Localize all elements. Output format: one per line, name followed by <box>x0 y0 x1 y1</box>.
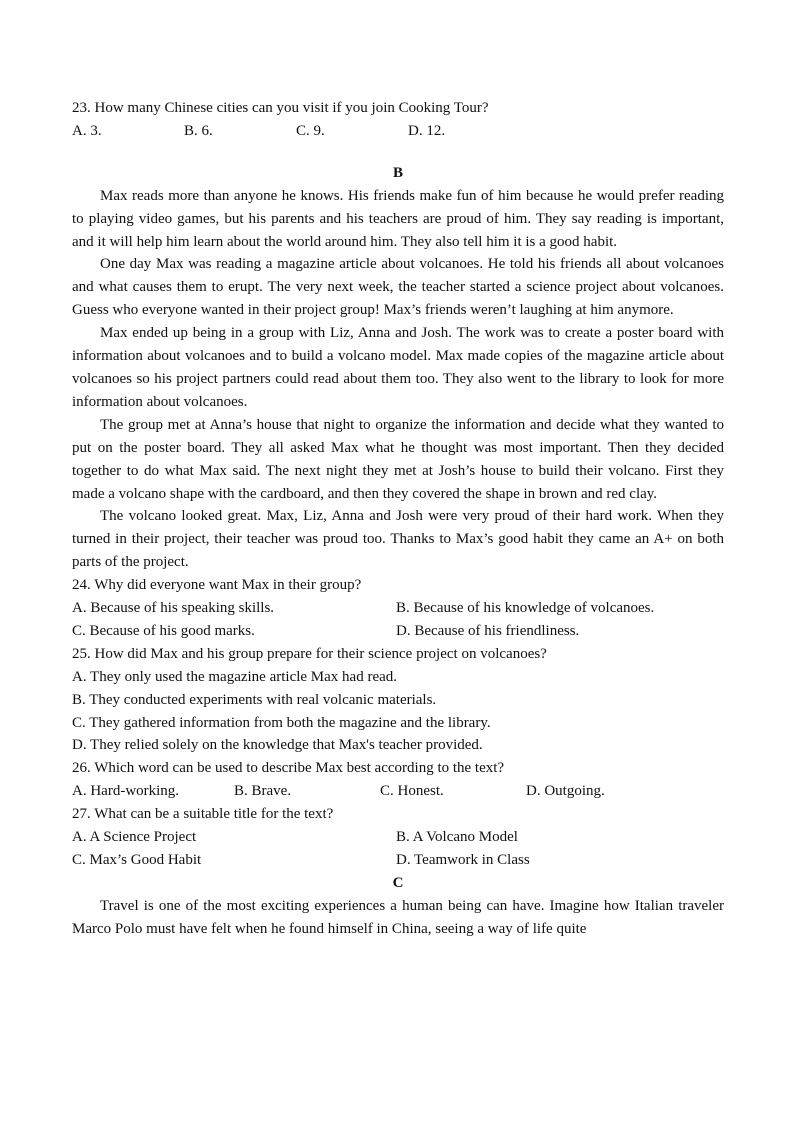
question-text: 27. What can be a suitable title for the text? <box>72 806 334 823</box>
option-a: A. A Science Project <box>72 829 197 846</box>
options-row <box>72 597 724 620</box>
option-a: A. Hard-working. <box>72 783 180 800</box>
option-c: C. Honest. <box>380 783 444 800</box>
passage-paragraph: The volcano looked great. Max, Liz, Anna and Josh were very proud of their hard work. When they turned in their project, their teacher was proud too. Thanks to Max’s good habit they came an A+ on both parts of the project. <box>72 508 724 571</box>
options-row <box>72 849 724 872</box>
options-row <box>72 780 724 803</box>
option-c: C. Because of his good marks. <box>72 622 255 639</box>
option-d: D. Because of his friendliness. <box>396 622 580 639</box>
passage-paragraph: Max reads more than anyone he knows. His friends make fun of him because he would prefer reading to playing video games, but his parents and his teachers are proud of him. They say reading is important, and it will help him learn about the world around him. They also tell him it is a good habit. <box>72 187 724 250</box>
passage-paragraph: One day Max was reading a magazine article about volcanoes. He told his friends all about volcanoes and what causes them to erupt. The very next week, the teacher started a science project about volcanoes. Guess who everyone wanted in their project group! Max’s friends weren’t laughing at him anymore. <box>72 256 724 319</box>
options-row <box>72 620 724 643</box>
option-a: A. Because of his speaking skills. <box>72 600 275 617</box>
option-b: B. They conducted experiments with real volcanic materials. <box>72 691 437 708</box>
passage-paragraph: Max ended up being in a group with Liz, Anna and Josh. The work was to create a poster board with information about volcanoes and to build a volcano model. Max made copies of the magazine article about volcanoes so his project partners could read about them too. They also went to the library to look for more information about volcanoes. <box>72 325 724 410</box>
option-c: C. They gathered information from both the magazine and the library. <box>72 714 491 731</box>
option-b: B. Because of his knowledge of volcanoes. <box>396 600 655 617</box>
question-24 <box>72 574 724 643</box>
option-c: C. Max’s Good Habit <box>72 852 202 868</box>
passage-b <box>72 185 724 574</box>
question-27 <box>72 803 724 872</box>
passage-paragraph: Travel is one of the most exciting experiences a human being can have. Imagine how Italian traveler Marco Polo must have felt when he found himself in China, seeing a way of life quite <box>72 897 724 937</box>
passage-paragraph: The group met at Anna’s house that night to organize the information and decide what they wanted to put on the poster board. They all asked Max what he thought was most important. Then they decided together to do what Max said. The next night they met at Josh’s house to build their volcano. First they made a volcano shape with the cardboard, and then they covered the shape in brown and red clay. <box>72 416 724 502</box>
question-text: 25. How did Max and his group prepare for their science project on volcanoes? <box>72 645 547 662</box>
option-d: D. Teamwork in Class <box>396 852 530 868</box>
option-b: B. Brave. <box>234 783 292 800</box>
options-row <box>72 826 724 849</box>
passage-c <box>72 895 724 941</box>
option-d: D. 12. <box>408 122 446 139</box>
option-c: C. 9. <box>296 122 325 139</box>
option-a: A. 3. <box>72 122 102 139</box>
question-26 <box>72 757 724 803</box>
option-a: A. They only used the magazine article Max had read. <box>72 668 398 685</box>
exam-page <box>72 97 724 941</box>
option-d: D. Outgoing. <box>526 783 605 800</box>
option-d: D. They relied solely on the knowledge that Max's teacher provided. <box>72 737 483 754</box>
question-25 <box>72 643 724 758</box>
option-b: B. A Volcano Model <box>396 829 518 846</box>
section-b-heading: B <box>392 164 403 181</box>
question-text: 24. Why did everyone want Max in their group? <box>72 577 362 594</box>
question-text: 23. How many Chinese cities can you visit if you join Cooking Tour? <box>72 100 489 116</box>
question-text: 26. Which word can be used to describe Max best according to the text? <box>72 760 505 777</box>
option-b: B. 6. <box>184 122 213 139</box>
section-c-heading: C <box>392 874 404 891</box>
question-23 <box>72 97 724 143</box>
options-row <box>72 120 724 143</box>
